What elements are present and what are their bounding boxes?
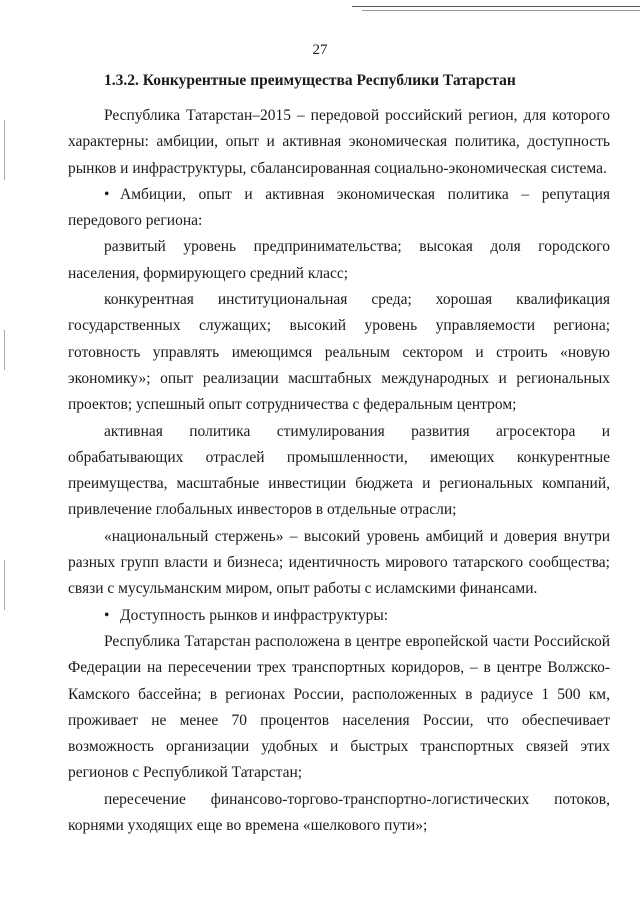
section-heading: 1.3.2. Конкурентные преимущества Республики Татарстан bbox=[104, 72, 516, 89]
bullet-text: Доступность рынков и инфраструктуры: bbox=[120, 606, 389, 624]
paragraph: Республика Татарстан расположена в центре европейской части Российской Федерации на пересечении трех транспортных коридоров, – в центре Волжско-Камского бассейна; в регионах России, расположенных в радиусе 1 500 км, проживает не менее 70 процентов населения России, что обеспечивает возможность организации удобных и быстрых транспортных связей этих регионов с Республикой Татарстан; bbox=[68, 632, 610, 782]
paragraph: конкурентная институциональная среда; хорошая квалификация государственных служащих; высокий уровень управляемости региона; готовность управлять имеющимся реальным сектором и строить «новую экономику»; опыт реализации масштабных международных и региональных проектов; успешный опыт сотрудничества с федеральным центром; bbox=[68, 291, 610, 414]
bullet-text: Амбиции, опыт и активная экономическая политика – репутация передового региона: bbox=[68, 185, 610, 230]
paragraph: «национальный стержень» – высокий уровень амбиций и доверия внутри разных групп власти и бизнеса; идентичность мирового татарского сообщества; связи с мусульманским миром, опыт работы с исламскими финансами. bbox=[68, 527, 610, 598]
bullet-icon: • bbox=[104, 606, 110, 624]
paragraph: Республика Татарстан–2015 – передовой российский регион, для которого характерны: амбиции, опыт и активная экономическая политика, доступность рынков и инфраструктуры, сбалансированная социально-экономическая система. bbox=[68, 107, 610, 177]
paragraph: пересечение финансово-торгово-транспортно-логистических потоков, корнями уходящих еще во времена «шелкового пути»; bbox=[68, 790, 610, 835]
scan-artifact-line bbox=[352, 6, 640, 7]
body-text bbox=[68, 103, 610, 839]
scan-artifact-edge bbox=[4, 120, 5, 180]
scan-artifact-line bbox=[362, 10, 640, 11]
bullet-item bbox=[68, 182, 610, 235]
page-number: 27 bbox=[312, 42, 328, 58]
bullet-icon: • bbox=[104, 185, 110, 203]
scan-artifact-edge bbox=[4, 330, 5, 370]
bullet-item bbox=[68, 603, 610, 629]
paragraph: развитый уровень предпринимательства; высокая доля городского населения, формирующего средний класс; bbox=[68, 238, 610, 282]
scan-artifact-edge bbox=[4, 560, 5, 610]
paragraph: активная политика стимулирования развития агросектора и обрабатывающих отраслей промышленности, имеющих конкурентные преимущества, масштабные инвестиции бюджета и региональных компаний, привлечение глобальных инвесторов в отдельные отрасли; bbox=[68, 422, 610, 519]
